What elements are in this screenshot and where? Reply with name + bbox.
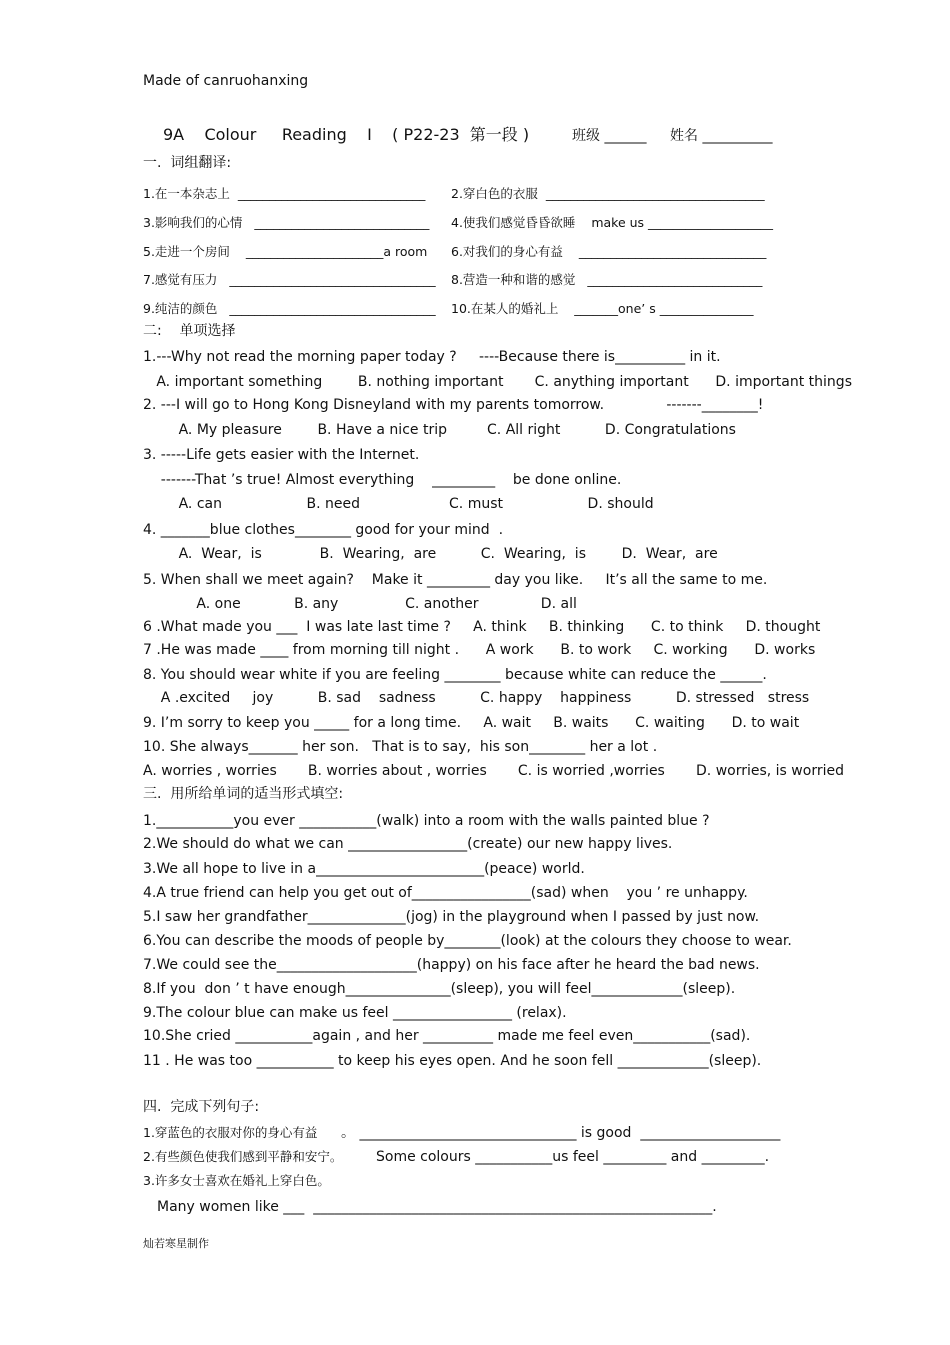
s4-q1-chinese: 1.穿蓝色的衣服对你的身心有益 [143,1125,318,1140]
s1-row1-b: 2.穿白色的衣服 ___________________________________ [451,186,765,201]
s2-line: A. My pleasure B. Have a nice trip C. All right D. Congratulations [143,422,736,438]
s1-row2-b: 4.使我们感觉昏昏欲睡 make us ____________________ [451,215,774,230]
s3-line: 11 . He was too ___________ to keep his eyes open. And he soon fell _____________(sleep). [143,1053,762,1069]
section-4-heading: 四. 完成下列句子: [143,1099,260,1115]
s2-line: 2. ---I will go to Hong Kong Disneyland with my parents tomorrow. -------________! [143,397,764,413]
s1-row5-a: 9.纯洁的颜色 _________________________________ [143,301,436,316]
page-footer: 灿若寒星制作 [143,1237,209,1250]
s4-q2-chinese: 2.有些颜色使我们感到平静和安宁。 [143,1149,343,1164]
s3-line: 2.We should do what we can _________________(create) our new happy lives. [143,836,673,852]
s3-line: 8.If you don ’ t have enough_______________(sleep), you will feel_____________(sleep). [143,981,736,997]
s2-line: 6 .What made you ___ I was late last time ? A. think B. thinking C. to think D. thought [143,619,821,635]
s1-row5-b: 10.在某人的婚礼上 _______one’ s _______________ [451,301,754,316]
s2-line: A. Wear, is B. Wearing, are C. Wearing, is D. Wear, are [143,546,718,562]
s4-q1-english: 。 _______________________________ is good ____________________ [341,1125,781,1141]
s1-row3-b: 6.对我们的身心有益 ______________________________ [451,244,767,259]
s3-line: 3.We all hope to live in a________________________(peace) world. [143,861,585,877]
s2-line: A. one B. any C. another D. all [143,596,577,612]
s1-row2-a: 3.影响我们的心情 ____________________________ [143,215,430,230]
s1-row4-a: 7.感觉有压力 _________________________________ [143,272,436,287]
s2-line: 5. When shall we meet again? Make it _________ day you like. It’s all the same to me. [143,572,768,588]
s4-q3-chinese: 3.许多女士喜欢在婚礼上穿白色。 [143,1173,330,1188]
s2-line: A .excited joy B. sad sadness C. happy happiness D. stressed stress [143,690,810,706]
s2-line: 3. -----Life gets easier with the Internet. [143,447,420,463]
s2-line: 4. _______blue clothes________ good for your mind . [143,522,504,538]
s2-line: 9. I’m sorry to keep you _____ for a long time. A. wait B. waits C. waiting D. to wait [143,715,800,731]
s1-row4-b: 8.营造一种和谐的感觉 ____________________________ [451,272,763,287]
s3-line: 6.You can describe the moods of people by________(look) at the colours they choose to wear. [143,933,792,949]
s2-line: 1.---Why not read the morning paper today ? ----Because there is__________ in it. [143,349,721,365]
s2-line: 8. You should wear white if you are feeling ________ because white can reduce the ______. [143,667,767,683]
s3-line: 10.She cried ___________again , and her __________ made me feel even___________(sad). [143,1028,751,1044]
s1-row3-a: 5.走进一个房间 ______________________a room [143,244,428,259]
s4-q3-english: Many women like ___ _________________________________________________________. [157,1199,717,1215]
s2-line: A. worries , worries B. worries about , worries C. is worried ,worries D. worries, is worried [143,763,844,779]
class-field: 班级 ______ [572,128,647,144]
s3-line: 1.___________you ever ___________(walk) into a room with the walls painted blue ? [143,813,710,829]
s4-q2-english: Some colours ___________us feel _________ and _________. [376,1149,770,1165]
s2-line: 7 .He was made ____ from morning till night . A work B. to work C. working D. works [143,642,816,658]
s2-line: 10. She always_______ her son. That is to say, his son________ her a lot . [143,739,658,755]
s3-line: 5.I saw her grandfather______________(jog) in the playground when I passed by just now. [143,909,760,925]
name-field: 姓名 __________ [670,128,773,144]
s3-line: 7.We could see the____________________(happy) on his face after he heard the bad news. [143,957,760,973]
s2-line: -------That ’s true! Almost everything _________ be done online. [143,472,622,488]
s1-row1-a: 1.在一本杂志上 ______________________________ [143,186,426,201]
s3-line: 4.A true friend can help you get out of_________________(sad) when you ’ re unhappy. [143,885,748,901]
section-1-heading: 一. 词组翻译: [143,155,232,171]
worksheet-title: 9A Colour Reading I ( P22-23 第一段 ) [163,125,530,144]
s2-line: A. can B. need C. must D. should [143,496,654,512]
section-3-heading: 三. 用所给单词的适当形式填空: [143,786,344,802]
s3-line: 9.The colour blue can make us feel _________________ (relax). [143,1005,567,1021]
page-header: Made of canruohanxing [143,73,309,89]
section-2-heading: 二: 单项选择 [143,323,236,339]
s2-line: A. important something B. nothing important C. anything important D. important things [143,374,852,390]
